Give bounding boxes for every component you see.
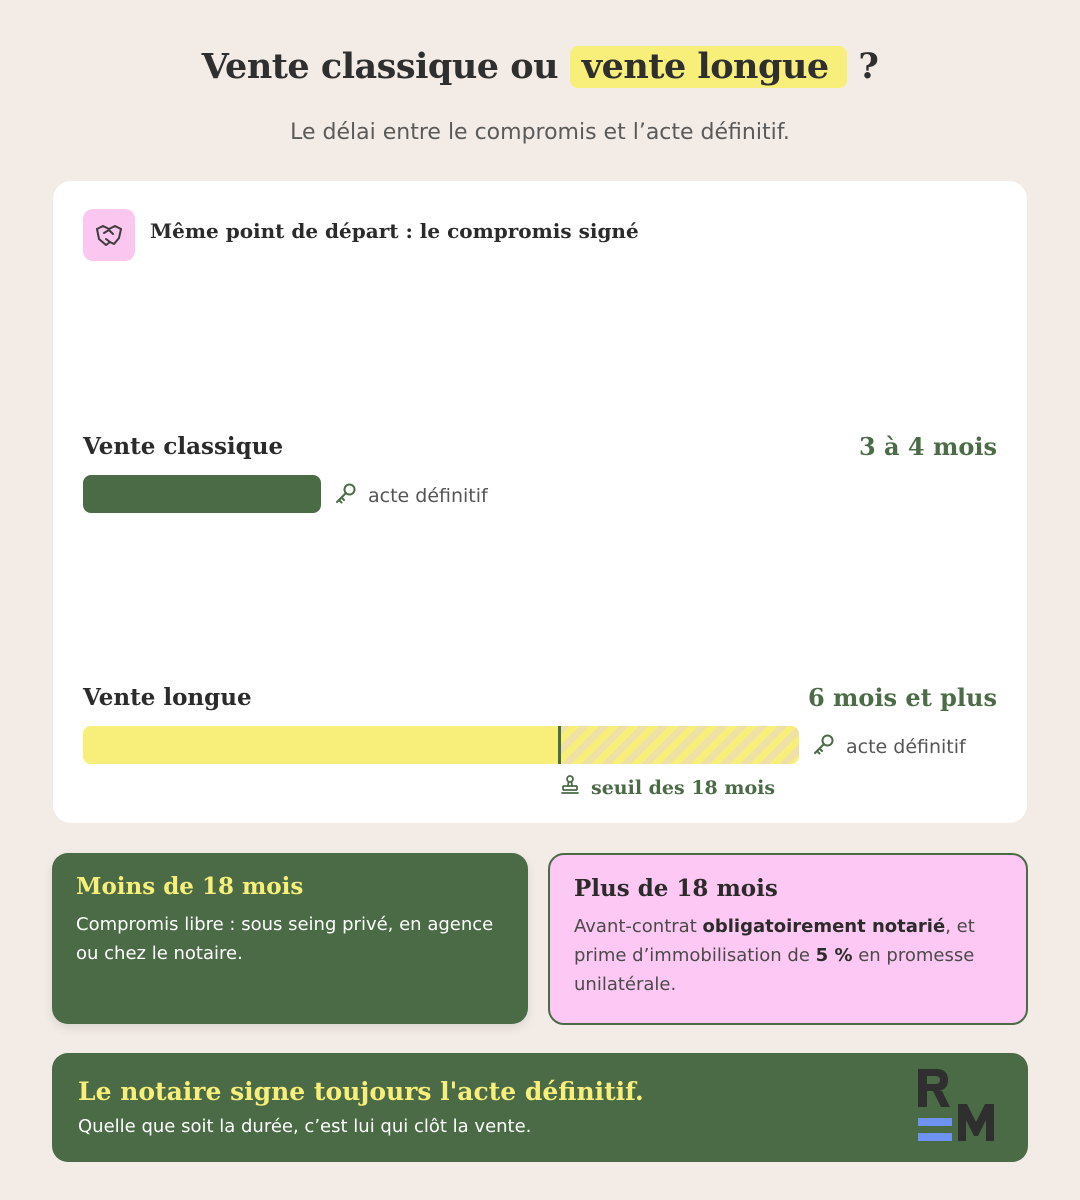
long-duration: 6 mois et plus bbox=[807, 683, 997, 712]
footer-banner bbox=[52, 1053, 1028, 1162]
classic-end-label: acte définitif bbox=[368, 484, 488, 507]
key-icon bbox=[812, 732, 836, 761]
over-18-text-part-3: en promesse unilatérale. bbox=[574, 945, 975, 995]
rm-logo bbox=[916, 1067, 998, 1149]
long-duration-bar bbox=[83, 726, 799, 764]
footer-subtitle: Quelle que soit la durée, c’est lui qui clôt la vente. bbox=[78, 1116, 532, 1137]
page-subtitle: Le délai entre le compromis et l’acte définitif. bbox=[290, 120, 790, 145]
stamp-icon bbox=[559, 774, 581, 801]
key-icon bbox=[334, 481, 358, 510]
threshold-label bbox=[559, 774, 775, 801]
title-suffix: ? bbox=[858, 46, 879, 87]
over-18-text bbox=[574, 912, 1002, 999]
title-prefix: Vente classique ou bbox=[201, 46, 559, 87]
footer-title: Le notaire signe toujours l'acte définitif. bbox=[78, 1077, 644, 1106]
over-18-title: Plus de 18 mois bbox=[574, 875, 778, 902]
long-bar-after-threshold bbox=[559, 726, 799, 764]
long-title: Vente longue bbox=[83, 684, 252, 711]
title-highlight: vente longue bbox=[570, 46, 847, 88]
under-18-title: Moins de 18 mois bbox=[76, 873, 304, 900]
long-end-marker bbox=[812, 732, 966, 761]
over-18-text-part-1: Avant-contrat bbox=[574, 916, 703, 937]
page-title bbox=[0, 46, 1080, 88]
classic-end-marker bbox=[334, 481, 488, 510]
long-bar-before-threshold bbox=[83, 726, 559, 764]
start-label: Même point de départ : le compromis signé bbox=[150, 219, 639, 243]
long-end-label: acte définitif bbox=[846, 735, 966, 758]
classic-duration-bar bbox=[83, 475, 321, 513]
timeline-card bbox=[53, 181, 1027, 823]
classic-duration: 3 à 4 mois bbox=[858, 432, 997, 461]
classic-title: Vente classique bbox=[83, 433, 284, 460]
over-18-text-part-2: , et prime d’immobilisation de bbox=[574, 916, 975, 966]
under-18-months-box bbox=[52, 853, 528, 1024]
threshold-text: seuil des 18 mois bbox=[591, 776, 776, 799]
over-18-months-box bbox=[548, 853, 1028, 1025]
over-18-text-bold-1: obligatoirement notarié bbox=[702, 916, 946, 937]
handshake-icon bbox=[83, 209, 135, 261]
threshold-marker bbox=[558, 726, 561, 764]
under-18-text: Compromis libre : sous seing privé, en agence ou chez le notaire. bbox=[76, 914, 494, 964]
over-18-text-bold-2: 5 % bbox=[815, 945, 853, 966]
